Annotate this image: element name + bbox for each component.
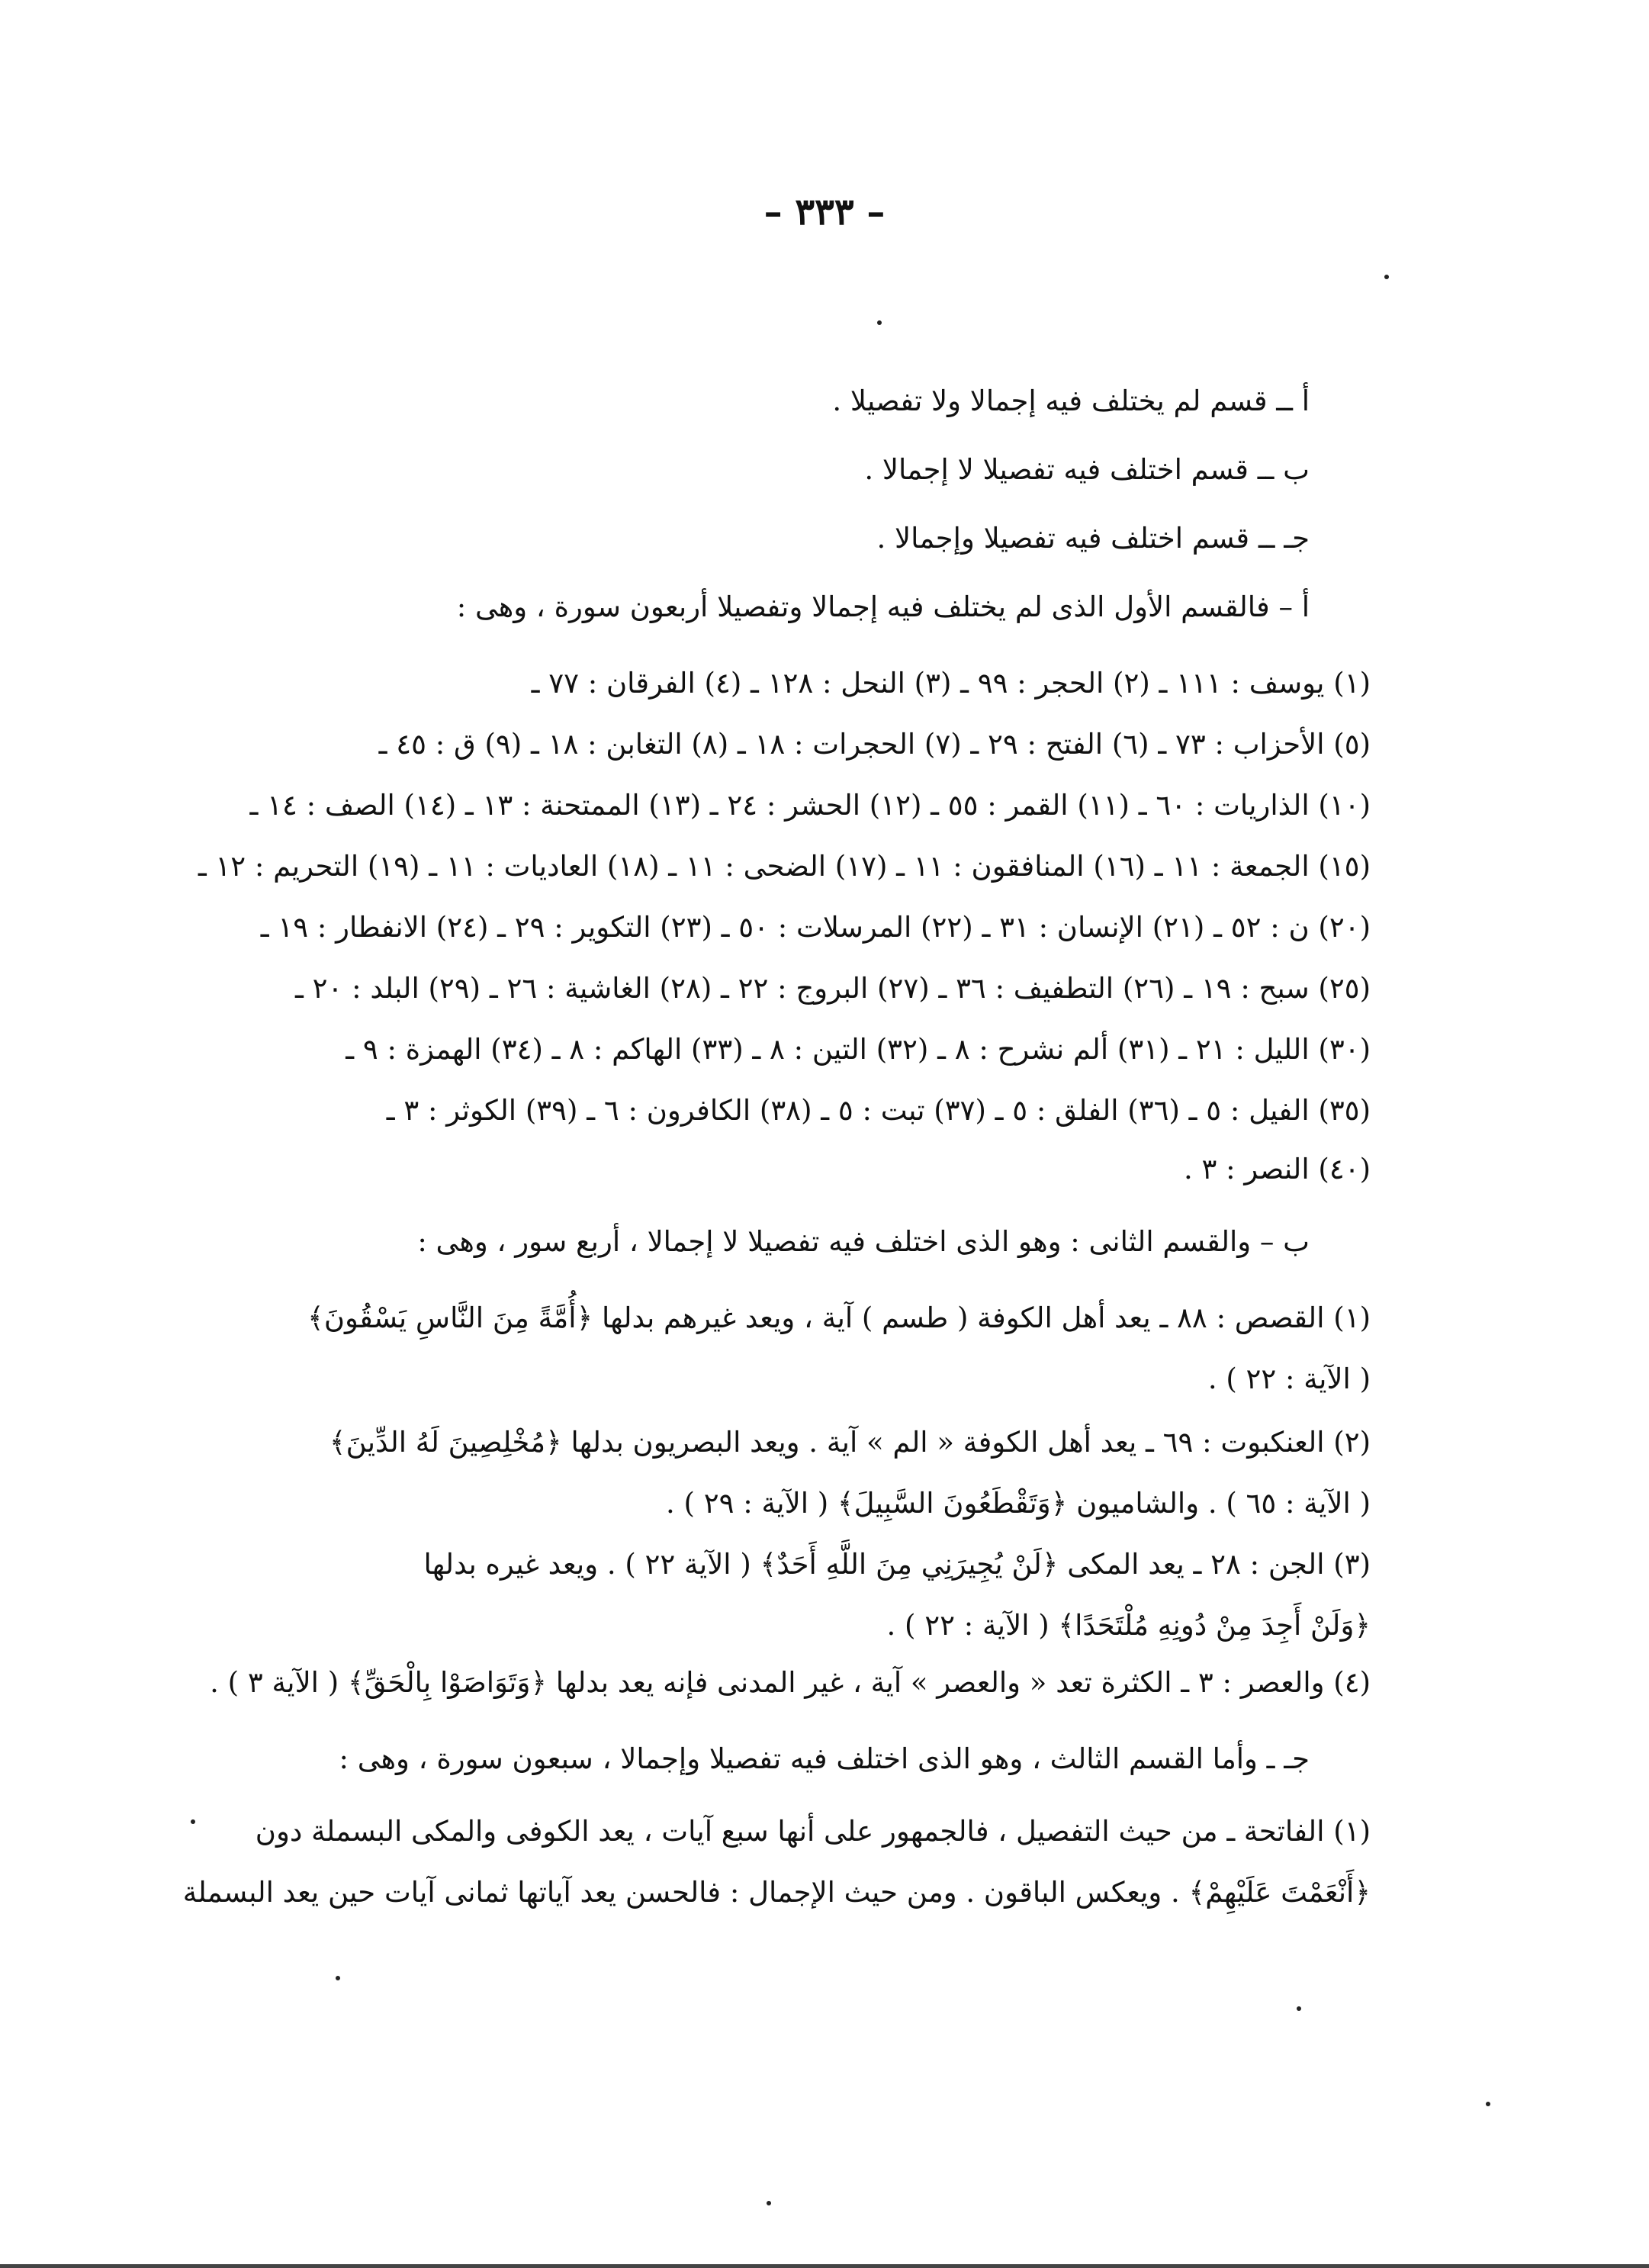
second-item-3-line-1: (٣) الجن : ٢٨ ـ يعد المكى ﴿لَنْ يُجِيرَنِي مِنَ اللَّهِ أَحَدٌ﴾ ( الآية ٢٢ ) . ويعد غيره بدلها [423,1548,1371,1581]
scan-speck [191,1819,195,1824]
second-item-2-line-2: ( الآية : ٦٥ ) . والشاميون ﴿وَتَقْطَعُونَ السَّبِيلَ﴾ ( الآية : ٢٩ ) . [666,1487,1371,1520]
scan-speck [877,320,882,325]
scan-speck [336,1976,340,1980]
page-number: – ٣٣٣ – [763,191,886,233]
division-item-a: أ ــ قسم لم يختلف فيه إجمالا ولا تفصيلا . [832,384,1310,417]
division-item-c: جـ ــ قسم اختلف فيه تفصيلا وإجمالا . [876,522,1310,555]
second-item-2-line-1: (٢) العنكبوت : ٦٩ ـ يعد أهل الكوفة « الم » آية . ويعد البصريون بدلها ﴿مُخْلِصِينَ لَهُ الدِّينَ﴾ [329,1426,1371,1459]
division-item-b: ب ــ قسم اختلف فيه تفصيلا لا إجمالا . [864,453,1310,486]
second-section-intro: ب – والقسم الثانى : وهو الذى اختلف فيه تفصيلا لا إجمالا ، أربع سور ، وهى : [417,1225,1310,1258]
scan-bottom-edge [0,2264,1649,2268]
first-section-last-line: (٤٠) النصر : ٣ . [1184,1153,1371,1185]
scan-speck [1297,2006,1301,2011]
third-item-1-line-2: ﴿أَنْعَمْتَ عَلَيْهِمْ﴾ . ويعكس الباقون . ومن حيث الإجمال : فالحسن يعد آياتها ثمانى آيات حين يعد البسملة [182,1876,1371,1909]
first-section-intro: أ – فالقسم الأول الذى لم يختلف فيه إجمالا وتفصيلا أربعون سورة ، وهى : [456,590,1310,623]
scan-speck [1384,275,1389,279]
first-section-line-5: (٢٠) ن : ٥٢ ـ (٢١) الإنسان : ٣١ ـ (٢٢) المرسلات : ٥٠ ـ (٢٣) التكوير : ٢٩ ـ (٢٤) الانفطار : ١٩ ـ [260,911,1371,944]
first-section-line-2: (٥) الأحزاب : ٧٣ ـ (٦) الفتح : ٢٩ ـ (٧) الحجرات : ١٨ ـ (٨) التغابن : ١٨ ـ (٩) ق : ٤٥ ـ [378,728,1371,761]
first-section-line-7: (٣٠) الليل : ٢١ ـ (٣١) ألم نشرح : ٨ ـ (٣٢) التين : ٨ ـ (٣٣) الهاكم : ٨ ـ (٣٤) الهمزة : ٩ ـ [346,1033,1371,1066]
first-section-line-8: (٣٥) الفيل : ٥ ـ (٣٦) الفلق : ٥ ـ (٣٧) تبت : ٥ ـ (٣٨) الكافرون : ٦ ـ (٣٩) الكوثر : ٣ ـ [386,1094,1371,1127]
second-item-1-line-1: (١) القصص : ٨٨ ـ يعد أهل الكوفة ( طسم ) آية ، ويعد غيرهم بدلها ﴿أُمَّةً مِنَ النَّاسِ يَسْقُونَ﴾ [307,1301,1371,1334]
third-item-1-line-1: (١) الفاتحة ـ من حيث التفصيل ، فالجمهور على أنها سبع آيات ، يعد الكوفى والمكى البسملة دون [255,1815,1371,1848]
second-item-1-line-2: ( الآية : ٢٢ ) . [1207,1362,1371,1395]
second-item-3-line-2: ﴿وَلَنْ أَجِدَ مِنْ دُونِهِ مُلْتَحَدًا﴾ ( الآية : ٢٢ ) . [886,1609,1371,1642]
third-section-intro: جـ ـ وأما القسم الثالث ، وهو الذى اختلف فيه تفصيلا وإجمالا ، سبعون سورة ، وهى : [339,1742,1310,1775]
second-item-4: (٤) والعصر : ٣ ـ الكثرة تعد « والعصر » آية ، غير المدنى فإنه يعد بدلها ﴿وَتَوَاصَوْا بِالْحَقِّ﴾ ( الآية ٣ ) . [210,1666,1371,1699]
first-section-line-6: (٢٥) سبح : ١٩ ـ (٢٦) التطفيف : ٣٦ ـ (٢٧) البروج : ٢٢ ـ (٢٨) الغاشية : ٢٦ ـ (٢٩) البلد : ٢٠ ـ [294,972,1371,1005]
scan-speck [1486,2102,1490,2106]
first-section-line-1: (١) يوسف : ١١١ ـ (٢) الحجر : ٩٩ ـ (٣) النحل : ١٢٨ ـ (٤) الفرقان : ٧٧ ـ [531,667,1371,700]
first-section-line-3: (١٠) الذاريات : ٦٠ ـ (١١) القمر : ٥٥ ـ (١٢) الحشر : ٢٤ ـ (١٣) الممتحنة : ١٣ ـ (١٤) الصف : ١٤ ـ [249,789,1371,822]
first-section-line-4: (١٥) الجمعة : ١١ ـ (١٦) المنافقون : ١١ ـ (١٧) الضحى : ١١ ـ (١٨) العاديات : ١١ ـ (١٩) التحريم : ١٢ ـ [198,850,1371,883]
scan-speck [767,2201,771,2205]
